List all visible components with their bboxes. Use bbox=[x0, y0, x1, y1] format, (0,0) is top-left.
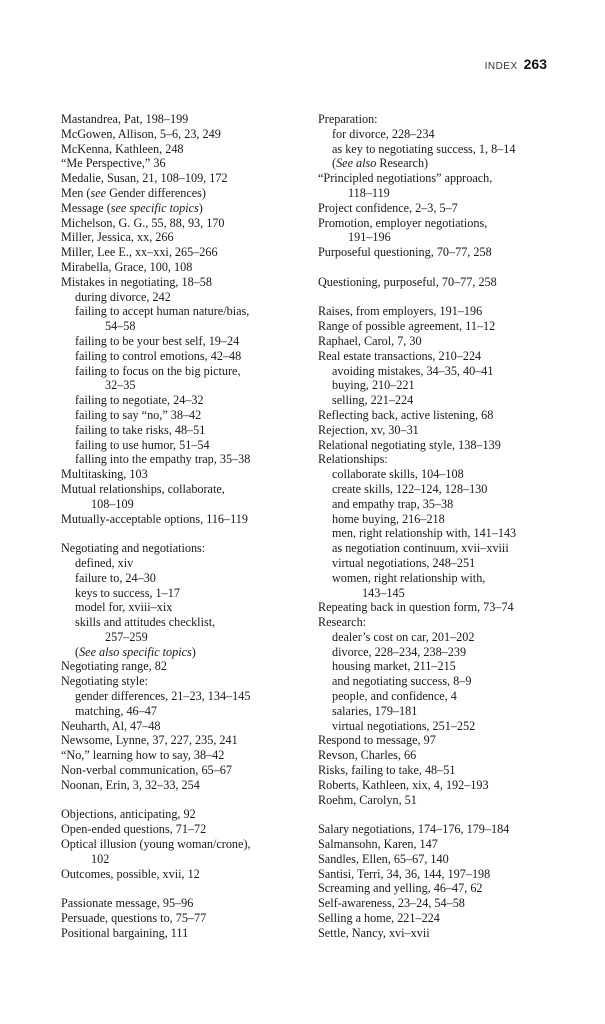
index-subentry: salaries, 179–181 bbox=[332, 703, 418, 718]
index-entry: Raphael, Carol, 7, 30 bbox=[318, 333, 422, 348]
index-entry: McKenna, Kathleen, 248 bbox=[61, 141, 184, 156]
italic-reference: See also bbox=[336, 156, 377, 171]
index-entry: Medalie, Susan, 21, 108–109, 172 bbox=[61, 171, 228, 186]
index-entry: Mutually-acceptable options, 116–119 bbox=[61, 511, 248, 526]
index-entry: Objections, anticipating, 92 bbox=[61, 807, 196, 822]
index-subentry: women, right relationship with, bbox=[332, 570, 486, 585]
index-subentry: create skills, 122–124, 128–130 bbox=[332, 481, 488, 496]
index-entry: Raises, from employers, 191–196 bbox=[318, 304, 483, 319]
index-entry: “Principled negotiations” approach, bbox=[318, 171, 493, 186]
italic-reference: See also specific topics bbox=[79, 644, 192, 659]
index-subentry: 102 bbox=[91, 851, 110, 866]
entry-spacer bbox=[318, 807, 558, 822]
index-subentry: failing to use humor, 51–54 bbox=[75, 437, 210, 452]
index-entry: Salary negotiations, 174–176, 179–184 bbox=[318, 822, 510, 837]
entry-spacer bbox=[61, 793, 297, 808]
index-entry: Mirabella, Grace, 100, 108 bbox=[61, 259, 193, 274]
index-entry: Questioning, purposeful, 70–77, 258 bbox=[318, 274, 497, 289]
index-entry: Preparation: bbox=[318, 112, 378, 126]
index-entry: Santisi, Terri, 34, 36, 144, 197–198 bbox=[318, 866, 491, 881]
index-entry: Range of possible agreement, 11–12 bbox=[318, 319, 496, 334]
index-entry: Miller, Lee E., xx–xxi, 265–266 bbox=[61, 245, 218, 260]
index-entry: Michelson, G. G., 55, 88, 93, 170 bbox=[61, 215, 225, 230]
index-subentry: (See also specific topics) bbox=[75, 644, 196, 659]
index-subentry: for divorce, 228–234 bbox=[332, 126, 435, 141]
index-entry: Negotiating range, 82 bbox=[61, 659, 167, 674]
index-subentry: 54–58 bbox=[105, 319, 136, 334]
index-subentry: 143–145 bbox=[362, 585, 405, 600]
entry-spacer bbox=[318, 290, 558, 305]
index-subentry: selling, 221–224 bbox=[332, 393, 414, 408]
index-subentry: failing to negotiate, 24–32 bbox=[75, 393, 204, 408]
index-subentry: virtual negotiations, 248–251 bbox=[332, 555, 476, 570]
index-subentry: failing to control emotions, 42–48 bbox=[75, 348, 242, 363]
italic-reference: see specific topics bbox=[110, 200, 199, 215]
index-subentry: 118–119 bbox=[348, 185, 390, 200]
index-subentry: failing to accept human nature/bias, bbox=[75, 304, 250, 319]
index-subentry: skills and attitudes checklist, bbox=[75, 615, 216, 630]
index-entry: Project confidence, 2–3, 5–7 bbox=[318, 200, 458, 215]
index-entry: Roehm, Carolyn, 51 bbox=[318, 792, 417, 807]
index-subentry: (See also Research) bbox=[332, 156, 429, 171]
index-subentry: 32–35 bbox=[105, 378, 136, 393]
index-entry: Repeating back in question form, 73–74 bbox=[318, 600, 514, 615]
index-subentry: home buying, 216–218 bbox=[332, 511, 445, 526]
index-column-right bbox=[318, 112, 558, 941]
index-subentry: collaborate skills, 104–108 bbox=[332, 467, 464, 482]
index-entry: Passionate message, 95–96 bbox=[61, 896, 194, 911]
index-subentry: failing to be your best self, 19–24 bbox=[75, 333, 240, 348]
index-subentry: gender differences, 21–23, 134–145 bbox=[75, 689, 251, 704]
index-subentry: housing market, 211–215 bbox=[332, 659, 456, 674]
index-entry: Mastandrea, Pat, 198–199 bbox=[61, 112, 189, 126]
index-entry: Research: bbox=[318, 615, 367, 630]
index-entry: Respond to message, 97 bbox=[318, 733, 436, 748]
index-entry: Persuade, questions to, 75–77 bbox=[61, 911, 207, 926]
index-entry: Negotiating and negotiations: bbox=[61, 541, 206, 556]
index-entry: “Me Perspective,” 36 bbox=[61, 156, 166, 171]
index-subentry: failing to focus on the big picture, bbox=[75, 363, 241, 378]
entry-spacer bbox=[318, 260, 558, 275]
index-column-left bbox=[61, 112, 297, 941]
running-header bbox=[485, 56, 547, 72]
index-entry: Salmansohn, Karen, 147 bbox=[318, 837, 438, 852]
index-subentry: and negotiating success, 8–9 bbox=[332, 674, 472, 689]
index-entry: Optical illusion (young woman/crone), bbox=[61, 837, 251, 852]
header-label: INDEX bbox=[484, 61, 518, 72]
index-subentry: failing to say “no,” 38–42 bbox=[75, 407, 202, 422]
index-entry: Neuharth, Al, 47–48 bbox=[61, 718, 161, 733]
index-subentry: people, and confidence, 4 bbox=[332, 689, 457, 704]
page-number: 263 bbox=[523, 56, 547, 72]
index-subentry: failure to, 24–30 bbox=[75, 570, 156, 585]
index-entry: Message (see specific topics) bbox=[61, 200, 203, 215]
index-entry: Roberts, Kathleen, xix, 4, 192–193 bbox=[318, 777, 489, 792]
entry-spacer bbox=[61, 526, 297, 541]
index-subentry: matching, 46–47 bbox=[75, 703, 157, 718]
index-subentry: 191–196 bbox=[348, 230, 391, 245]
index-entry: Selling a home, 221–224 bbox=[318, 911, 440, 926]
index-subentry: defined, xiv bbox=[75, 555, 134, 570]
index-subentry: 257–259 bbox=[105, 629, 148, 644]
index-entry: Mutual relationships, collaborate, bbox=[61, 481, 225, 496]
index-subentry: men, right relationship with, 141–143 bbox=[332, 526, 517, 541]
index-subentry: virtual negotiations, 251–252 bbox=[332, 718, 476, 733]
index-entry: Real estate transactions, 210–224 bbox=[318, 348, 482, 363]
entry-spacer bbox=[61, 881, 297, 896]
index-entry: Risks, failing to take, 48–51 bbox=[318, 763, 456, 778]
index-entry: Relationships: bbox=[318, 452, 388, 467]
index-entry: Outcomes, possible, xvii, 12 bbox=[61, 866, 200, 881]
index-entry: Positional bargaining, 111 bbox=[61, 925, 189, 940]
index-entry: Non-verbal communication, 65–67 bbox=[61, 763, 232, 778]
index-subentry: falling into the empathy trap, 35–38 bbox=[75, 452, 251, 467]
index-subentry: and empathy trap, 35–38 bbox=[332, 496, 454, 511]
index-subentry: 108–109 bbox=[91, 496, 134, 511]
index-entry: Rejection, xv, 30–31 bbox=[318, 422, 419, 437]
index-entry: Settle, Nancy, xvi–xvii bbox=[318, 925, 430, 940]
index-entry: Negotiating style: bbox=[61, 674, 148, 689]
index-entry: Screaming and yelling, 46–47, 62 bbox=[318, 881, 483, 896]
index-subentry: during divorce, 242 bbox=[75, 289, 171, 304]
index-entry: Newsome, Lynne, 37, 227, 235, 241 bbox=[61, 733, 238, 748]
index-entry: Open-ended questions, 71–72 bbox=[61, 822, 207, 837]
index-subentry: divorce, 228–234, 238–239 bbox=[332, 644, 467, 659]
index-subentry: buying, 210–221 bbox=[332, 378, 415, 393]
index-subentry: keys to success, 1–17 bbox=[75, 585, 180, 600]
index-entry: Reflecting back, active listening, 68 bbox=[318, 407, 494, 422]
index-subentry: as negotiation continuum, xvii–xviii bbox=[332, 541, 509, 556]
index-subentry: model for, xviii–xix bbox=[75, 600, 173, 615]
index-entry: Noonan, Erin, 3, 32–33, 254 bbox=[61, 777, 200, 792]
index-entry: Promotion, employer negotiations, bbox=[318, 215, 488, 230]
index-entry: Relational negotiating style, 138–139 bbox=[318, 437, 501, 452]
index-entry: Sandles, Ellen, 65–67, 140 bbox=[318, 851, 449, 866]
index-entry: Purposeful questioning, 70–77, 258 bbox=[318, 245, 492, 260]
index-entry: Self-awareness, 23–24, 54–58 bbox=[318, 896, 465, 911]
index-subentry: failing to take risks, 48–51 bbox=[75, 422, 206, 437]
index-entry: Multitasking, 103 bbox=[61, 467, 148, 482]
index-entry: McGowen, Allison, 5–6, 23, 249 bbox=[61, 126, 221, 141]
index-subentry: avoiding mistakes, 34–35, 40–41 bbox=[332, 363, 494, 378]
index-subentry: as key to negotiating success, 1, 8–14 bbox=[332, 141, 516, 156]
index-entry: “No,” learning how to say, 38–42 bbox=[61, 748, 225, 763]
index-entry: Miller, Jessica, xx, 266 bbox=[61, 230, 174, 245]
index-entry: Men (see Gender differences) bbox=[61, 185, 206, 200]
index-entry: Mistakes in negotiating, 18–58 bbox=[61, 274, 212, 289]
index-subentry: dealer’s cost on car, 201–202 bbox=[332, 629, 475, 644]
index-entry: Revson, Charles, 66 bbox=[318, 748, 417, 763]
italic-reference: see bbox=[90, 185, 107, 200]
